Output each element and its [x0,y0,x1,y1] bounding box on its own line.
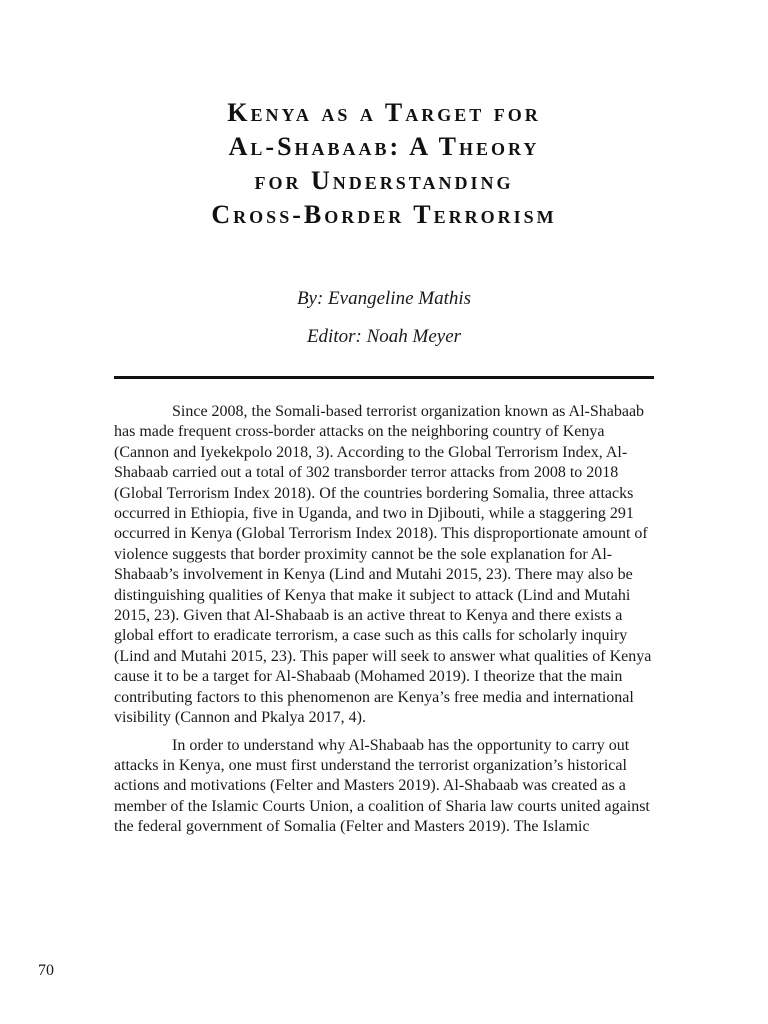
article-title [0,96,768,232]
body-paragraph: In order to understand why Al-Shabaab has the opportunity to carry out attacks in Kenya, one must first understand the terrorist organization’s historical actions and motivations (Felter and Masters 2019). Al-Shabaab was created as a member of the Islamic Courts Union, a coalition of Sharia law courts united against the federal government of Somalia (Felter and Masters 2019). The Islamic [114,736,650,836]
editor-byline: Editor: Noah Meyer [306,326,462,347]
title-line: Kenya as a Target for [227,98,541,127]
title-line: Cross-Border Terrorism [211,200,557,229]
author-byline: By: Evangeline Mathis [296,288,472,309]
section-divider [114,376,654,379]
article-body [114,402,659,845]
body-paragraph: Since 2008, the Somali-based terrorist organization known as Al-Shabaab has made frequent cross-border attacks on the neighboring country of Kenya (Cannon and Iyekekpolo 2018, 3). According to the Global Terrorism Index, Al-Shabaab carried out a total of 302 transborder terror attacks from 2008 to 2018 (Global Terrorism Index 2018). Of the countries bordering Somalia, three attacks occurred in Ethiopia, five in Uganda, and two in Djibouti, while a staggering 291 occurred in Kenya (Global Terrorism Index 2018). This disproportionate amount of violence suggests that border proximity cannot be the sole explanation for Al-Shabaab’s involvement in Kenya (Lind and Mutahi 2015, 23). There may also be distinguishing qualities of Kenya that make it subject to attack (Lind and Mutahi 2015, 23). Given that Al-Shabaab is an active threat to Kenya and there exists a global effort to eradicate terrorism, a case such as this calls for scholarly inquiry (Lind and Mutahi 2015, 23). This paper will seek to answer what qualities of Kenya cause it to be a target for Al-Shabaab (Mohamed 2019). I theorize that the main contributing factors to this phenomenon are Kenya’s free media and international visibility (Cannon and Pkalya 2017, 4). [114,403,652,727]
title-line: for Understanding [254,166,514,195]
title-line: Al-Shabaab: A Theory [228,132,540,161]
page-number: 70 [38,962,54,979]
